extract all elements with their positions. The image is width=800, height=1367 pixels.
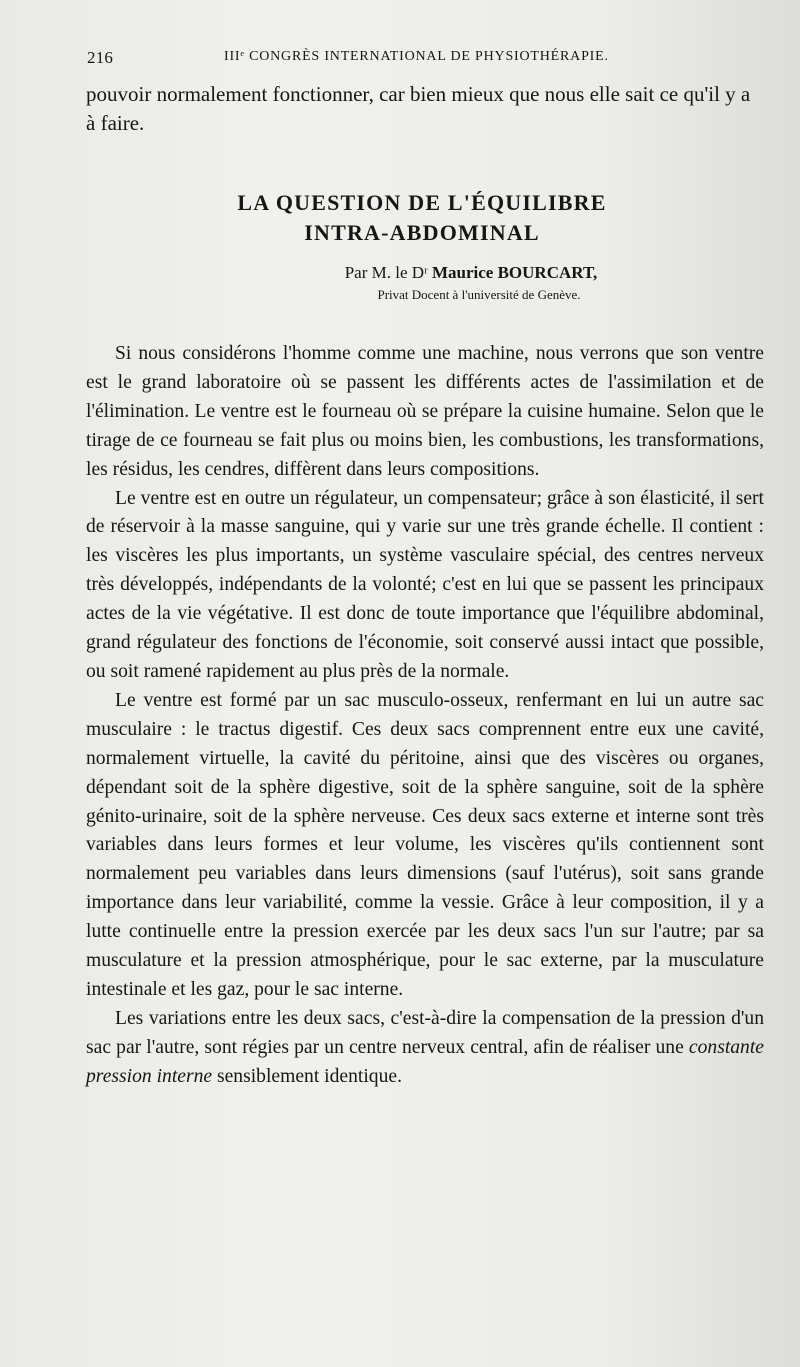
author-line [86,262,758,284]
paragraph-4 [86,1005,764,1092]
paragraph-2: Le ventre est en outre un régulateur, un compensateur; grâce à son élasticité, il sert de réservoir à la masse sanguine, qui y varie sur une très grande échelle. Il contient : les viscères les plus importants, un système vasculaire spécial, des centres nerveux très développés, indépendants de la volonté; c'est en lui que se passent les principaux actes de la vie végétative. Il est donc de toute importance que l'équilibre abdominal, grand régulateur des fonctions de l'économie, soit conservé aussi intact que possible, ou soit ramené rapidement au plus près de la normale. [86,487,764,682]
author-prefix: Par M. le Dʳ [344,263,428,282]
page-number: 216 [87,48,114,67]
article-title-line-1: LA QUESTION DE L'ÉQUILIBRE [237,190,607,215]
running-title: IIIᵉ CONGRÈS INTERNATIONAL DE PHYSIOTHÉRAPIE. [224,49,609,64]
paragraph-3: Le ventre est formé par un sac musculo-osseux, renfermant en lui un autre sac musculaire : le tractus digestif. Ces deux sacs comprennent entre eux une cavité, normalement virtuelle, la cavité du péritoine, ainsi que des viscères ou organes, dépendant soit de la sphère digestive, soit de la sphère sanguine, soit de la sphère génito-urinaire, soit de la sphère nerveuse. Ces deux sacs externe et interne sont très variables dans leurs formes et leur volume, les viscères qu'ils contiennent sont normalement peu variables dans leurs dimensions (sauf l'utérus), soit sans grande importance dans leur variabilité, comme la vessie. Grâce à leur composition, il y a lutte continuelle entre la pression exercée par les deux sacs l'un sur l'autre; par sa musculature et la pression atmosphérique, pour le sac externe, par la musculature intestinale et les gaz, pour le sac interne. [86,689,764,1000]
author-affiliation: Privat Docent à l'université de Genève. [377,287,581,302]
article-heading [86,188,758,304]
paragraph-4-text-start: Les variations entre les deux sacs, c'est-à-dire la compensation de la pression d'un sac par l'autre, sont régies par un centre nerveux central, afin de réaliser une [86,1007,764,1058]
article-body [86,340,764,1092]
paragraph-4-emphasis: constante pression interne [86,1036,764,1087]
page-header [87,48,757,70]
continued-text: pouvoir normalement fonctionner, car bien mieux que nous elle sait ce qu'il y a à faire. [86,82,751,135]
paragraph-1: Si nous considérons l'homme comme une machine, nous verrons que son ventre est le grand laboratoire où se passent les différents actes de l'assimilation et de l'élimination. Le ventre est le fourneau où se prépare la cuisine humaine. Selon que le tirage de ce fourneau se fait plus ou moins bien, les combustions, les transformations, les résidus, les cendres, diffèrent dans leurs compositions. [86,343,764,480]
paragraph-4-text-end: sensiblement identique. [212,1065,402,1087]
article-title-line-2: INTRA-ABDOMINAL [304,220,540,245]
author-name: Maurice BOURCART, [431,263,598,282]
